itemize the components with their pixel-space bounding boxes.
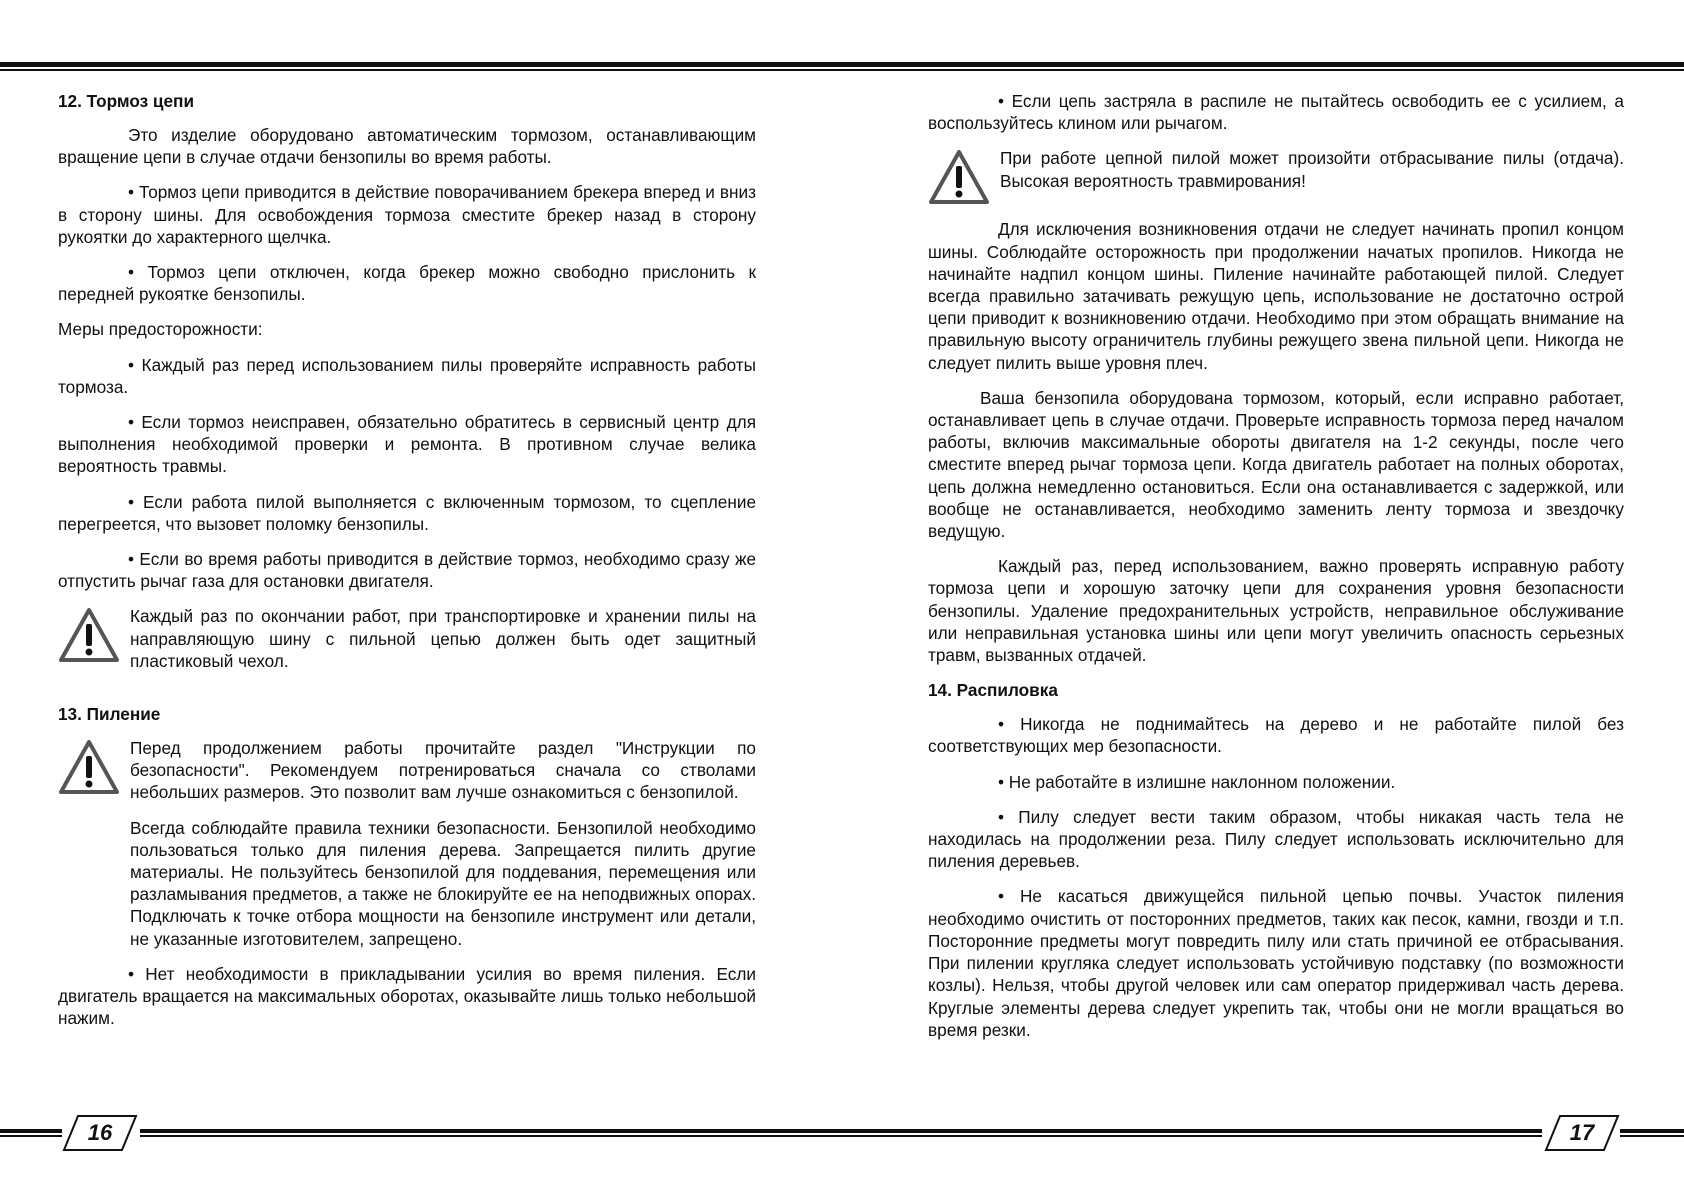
s14-paragraph-2: • Не работайте в излишне наклонном положении. — [998, 771, 1396, 792]
r-paragraph-2: Для исключения возникновения отдачи не следует начинать пропил концом шины. Соблюдайте осторожность при продолжении начатых пропилов. Никогда не начинайте надпил концом шины. Пиление начинайте работающей пилой. Следует всегда правильно затачивать режущую цепь, использование не достаточно острой цепи приводит к возникновению отдачи. Необходимо при этом обращать внимание на правильную высоту ограничитель глубины режущего звена пильной цепи. Никогда не следует пилить выше уровня плеч. — [928, 219, 1624, 373]
s13-warning-text: Перед продолжением работы прочитайте раздел "Инструкции по безопасности". Рекомендуем потренироваться сначала со стволами небольших размеров. Это позволит вам лучше ознакомиться с бензопилой. — [130, 738, 756, 803]
s12-precautions-label: Меры предосторожности: — [58, 319, 263, 340]
r-paragraph-1: • Если цепь застряла в распиле не пытайтесь освободить ее с усилием, а воспользуйтесь клином или рычагом. — [928, 91, 1624, 134]
page-number-left-text: 16 — [87, 1120, 113, 1145]
s12-paragraph-6: • Если тормоз неисправен, обязательно обратитесь в сервисный центр для выполнения необходимой проверки и ремонта. В противном случае велика вероятность травмы. — [58, 412, 756, 477]
s13-paragraph-1: Всегда соблюдайте правила техники безопасности. Бензопилой необходимо пользоваться только для пиления дерева. Запрещается пилить другие материалы. Не пользуйтесь бензопилой для поддевания, перемещения или разламывания предметов, а также не блокируйте ее на неподвижных опорах. Подключать к точке отбора мощности на бензопиле инструмент или детали, не указанные изготовителем, запрещено. — [130, 817, 756, 949]
s12-warning-text: Каждый раз по окончании работ, при транспортировке и хранении пилы на направляющую шину с пильной цепью должен быть одет защитный пластиковый чехол. — [130, 606, 756, 671]
section-14-title: 14. Распиловка — [928, 680, 1058, 701]
left-page — [58, 90, 756, 1043]
bottom-rule-left-a-thin — [0, 1135, 62, 1137]
warning-triangle-icon — [928, 149, 990, 205]
s12-paragraph-7: • Если работа пилой выполняется с включенным тормозом, то сцепление перегреется, что вызовет поломку бензопилы. — [58, 491, 756, 534]
s13-paragraph-2: • Нет необходимости в прикладывании усилия во время пиления. Если двигатель вращается на максимальных оборотах, оказывайте лишь только небольшой нажим. — [58, 963, 756, 1029]
r-warning — [928, 147, 1624, 205]
s12-warning — [58, 605, 756, 672]
bottom-rule-right-thin — [1620, 1135, 1684, 1137]
top-rule-thin — [0, 69, 1684, 71]
page-number-right — [1544, 1114, 1620, 1152]
section-13-title: 13. Пиление — [58, 704, 161, 725]
section-12-title: 12. Тормоз цепи — [58, 91, 195, 111]
s13-warning — [58, 737, 756, 804]
bottom-rule-center — [140, 1129, 1542, 1133]
right-page — [928, 90, 1624, 1054]
r-paragraph-4: Каждый раз, перед использованием, важно проверять исправную работу тормоза цепи и хорошую заточку цепи для сохранения уровня безопасности бензопилы. Удаление предохранительных устройств, неправильное обслуживание или неправильная установка шины или цепи могут увеличить опасность серьезных травм, вызванных отдачей. — [928, 556, 1624, 666]
top-rule — [0, 62, 1684, 67]
bottom-rule-left-a — [0, 1129, 62, 1133]
r-paragraph-3: Ваша бензопила оборудована тормозом, который, если исправно работает, останавливает цепь в случае отдачи. Проверьте исправность тормоза перед началом работы, включив максимальные обороты двигателя на 1-2 секунды, после чего сместите вперед рычаг тормоза цепи. Когда двигатель работает на полных оборотах, цепь должна немедленно остановиться. Если она останавливается с задержкой, или вообще не останавливается, необходимо заменить ленту тормоза и звездочку ведущую. — [928, 387, 1624, 542]
s12-paragraph-2: • Тормоз цепи приводится в действие поворачиванием брекера вперед и вниз в сторону шины. Для освобождения тормоза сместите брекер назад в сторону рукоятки до характерного щелчка. — [58, 182, 756, 247]
s14-paragraph-3: • Пилу следует вести таким образом, чтобы никакая часть тела не находилась на продолжении реза. Пилу следует использовать исключительно для пиления деревьев. — [928, 806, 1624, 872]
s12-paragraph-3: • Тормоз цепи отключен, когда брекер можно свободно прислонить к передней рукоятке бензопилы. — [58, 262, 756, 305]
s14-paragraph-4: • Не касаться движущейся пильной цепью почвы. Участок пиления необходимо очистить от посторонних предметов, таких как песок, камни, гвозди и т.п. Посторонние предметы могут повредить пилу или стать причиной ее отбрасывания. При пилении кругляка следует использовать устойчивую подставку (по возможности козлы). Нельзя, чтобы другой человек или сам оператор придерживал часть дерева. Круглые элементы дерева следует укрепить так, чтобы они не могли вращаться во время резки. — [928, 886, 1624, 1040]
page-number-left — [62, 1114, 138, 1152]
s14-paragraph-1: • Никогда не поднимайтесь на дерево и не работайте пилой без соответствующих мер безопасности. — [928, 714, 1624, 757]
s12-paragraph-5: • Каждый раз перед использованием пилы проверяйте исправность работы тормоза. — [58, 354, 756, 397]
s12-paragraph-1: Это изделие оборудовано автоматическим тормозом, останавливающим вращение цепи в случае отдачи бензопилы во время работы. — [58, 125, 756, 168]
bottom-rule-right — [1620, 1129, 1684, 1133]
bottom-rule-center-thin — [140, 1135, 1542, 1137]
s12-paragraph-8: • Если во время работы приводится в действие тормоз, необходимо сразу же отпустить рычаг газа для остановки двигателя. — [58, 549, 756, 592]
warning-triangle-icon — [58, 607, 120, 663]
page-number-right-text: 17 — [1569, 1120, 1595, 1145]
r-warning-text: При работе цепной пилой может произойти отбрасывание пилы (отдача). Высокая вероятность травмирования! — [1000, 148, 1624, 191]
warning-triangle-icon — [58, 739, 120, 795]
